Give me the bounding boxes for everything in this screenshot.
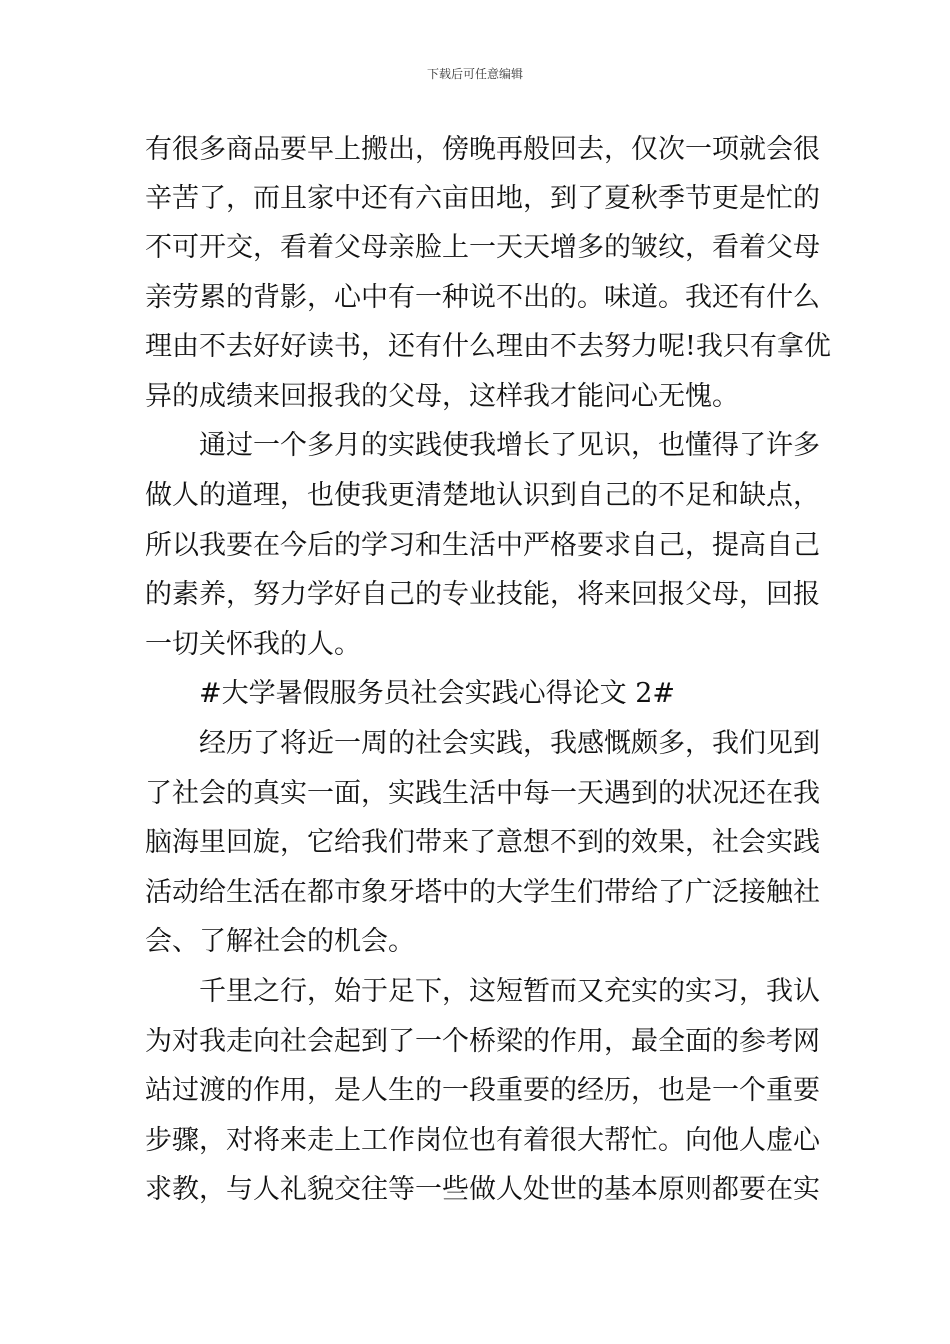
text-line: 一切关怀我的人。 xyxy=(145,629,361,660)
text-line: 站过渡的作用，是人生的一段重要的经历，也是一个重要 xyxy=(145,1075,820,1106)
text-line: 不可开交，看着父母亲脸上一天天增多的皱纹，看着父母 xyxy=(145,232,820,263)
text-line: 步骤，对将来走上工作岗位也有着很大帮忙。向他人虚心 xyxy=(145,1125,820,1156)
text-line: 异的成绩来回报我的父母，这样我才能问心无愧。 xyxy=(145,381,739,412)
page-header: 下载后可任意编辑 xyxy=(426,67,523,81)
text-line: 辛苦了，而且家中还有六亩田地，到了夏秋季节更是忙的 xyxy=(145,183,820,214)
text-line: 通过一个多月的实践使我增长了见识，也懂得了许多 xyxy=(199,430,820,461)
text-line: 的素养，努力学好自己的专业技能，将来回报父母，回报 xyxy=(145,579,820,610)
text-line: 会、了解社会的机会。 xyxy=(145,926,415,957)
text-line: 做人的道理，也使我更清楚地认识到自己的不足和缺点， xyxy=(145,480,820,511)
text-line: 有很多商品要早上搬出，傍晚再般回去，仅次一项就会很 xyxy=(145,134,820,165)
text-line: 脑海里回旋，它给我们带来了意想不到的效果，社会实践 xyxy=(145,827,820,858)
text-line: 经历了将近一周的社会实践，我感慨颇多，我们见到 xyxy=(199,728,820,759)
text-line: 理由不去好好读书，还有什么理由不去努力呢!我只有拿优 xyxy=(145,331,831,362)
text-line: 为对我走向社会起到了一个桥梁的作用，最全面的参考网 xyxy=(145,1026,820,1057)
text-line: 所以我要在今后的学习和生活中严格要求自己，提高自己 xyxy=(145,530,820,561)
text-line: 活动给生活在都市象牙塔中的大学生们带给了广泛接触社 xyxy=(145,877,820,908)
text-line: 千里之行，始于足下，这短暂而又充实的实习，我认 xyxy=(199,976,820,1007)
text-line: 亲劳累的背影，心中有一种说不出的。味道。我还有什么 xyxy=(145,282,820,313)
text-line: 了社会的真实一面，实践生活中每一天遇到的状况还在我 xyxy=(145,778,820,809)
text-line: 求教，与人礼貌交往等一些做人处世的基本原则都要在实 xyxy=(145,1174,820,1205)
section-heading: #大学暑假服务员社会实践心得论文 2# xyxy=(199,678,676,709)
